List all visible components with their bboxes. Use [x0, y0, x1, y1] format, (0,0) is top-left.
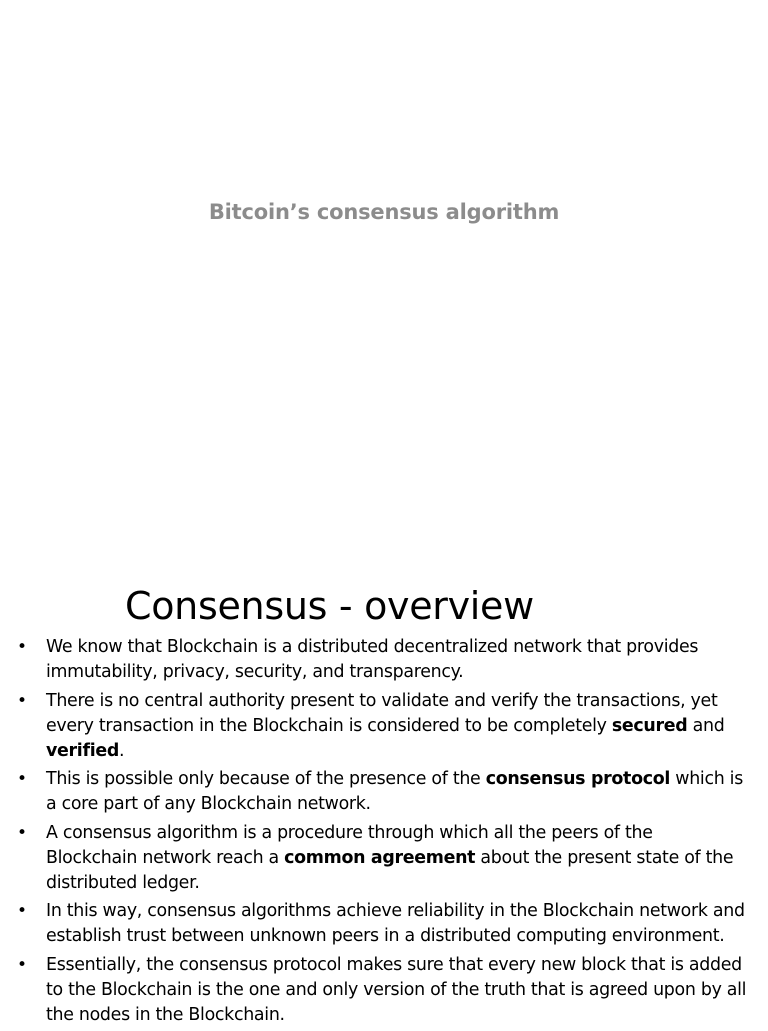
bullet-text: which is a core part of any Blockchain network. [46, 769, 743, 814]
bullet-text: In this way, consensus algorithms achieve reliability in the Blockchain network and establish trust between unknown peers in a distributed computing environment. [46, 901, 745, 946]
bullet-text: . [119, 740, 125, 761]
bullet-item [0, 689, 768, 764]
bullet-item [0, 953, 768, 1028]
bullet-icon: • [17, 690, 27, 711]
bullet-text: A consensus algorithm is a procedure through which all the peers of the Blockchain network reach a [46, 822, 653, 868]
bullet-icon: • [17, 901, 27, 921]
bold-text: secured [611, 715, 688, 736]
bold-text: common agreement [284, 847, 476, 868]
bullet-item [0, 767, 768, 817]
bullet-item [0, 635, 768, 685]
bullet-icon: • [17, 637, 27, 657]
bullet-icon: • [17, 954, 27, 975]
bullet-icon: • [17, 769, 27, 789]
bullet-icon: • [17, 822, 27, 843]
bullet-text: about the present state of the distributed ledger. [46, 847, 734, 893]
slide-title: Bitcoin’s consensus algorithm [208, 200, 560, 224]
bold-text: verified [46, 740, 120, 761]
bullet-list [0, 635, 768, 1031]
bullet-text: We know that Blockchain is a distributed decentralized network that provides immutability, privacy, security, and transparency. [46, 637, 699, 682]
bullet-text: and [687, 715, 725, 736]
bullet-text: This is possible only because of the presence of the [46, 769, 486, 789]
bullet-item [0, 821, 768, 896]
bullet-item [0, 899, 768, 949]
bold-text: consensus protocol [485, 769, 671, 789]
bullet-text: Essentially, the consensus protocol makes sure that every new block that is added to the Blockchain is the one and only version of the truth that is agreed upon by all the nodes in the Blockchain. [46, 954, 747, 1025]
bullet-text: There is no central authority present to validate and verify the transactions, yet every transaction in the Blockchain is considered to be completely [46, 690, 718, 736]
section-heading: Consensus - overview [125, 584, 534, 628]
